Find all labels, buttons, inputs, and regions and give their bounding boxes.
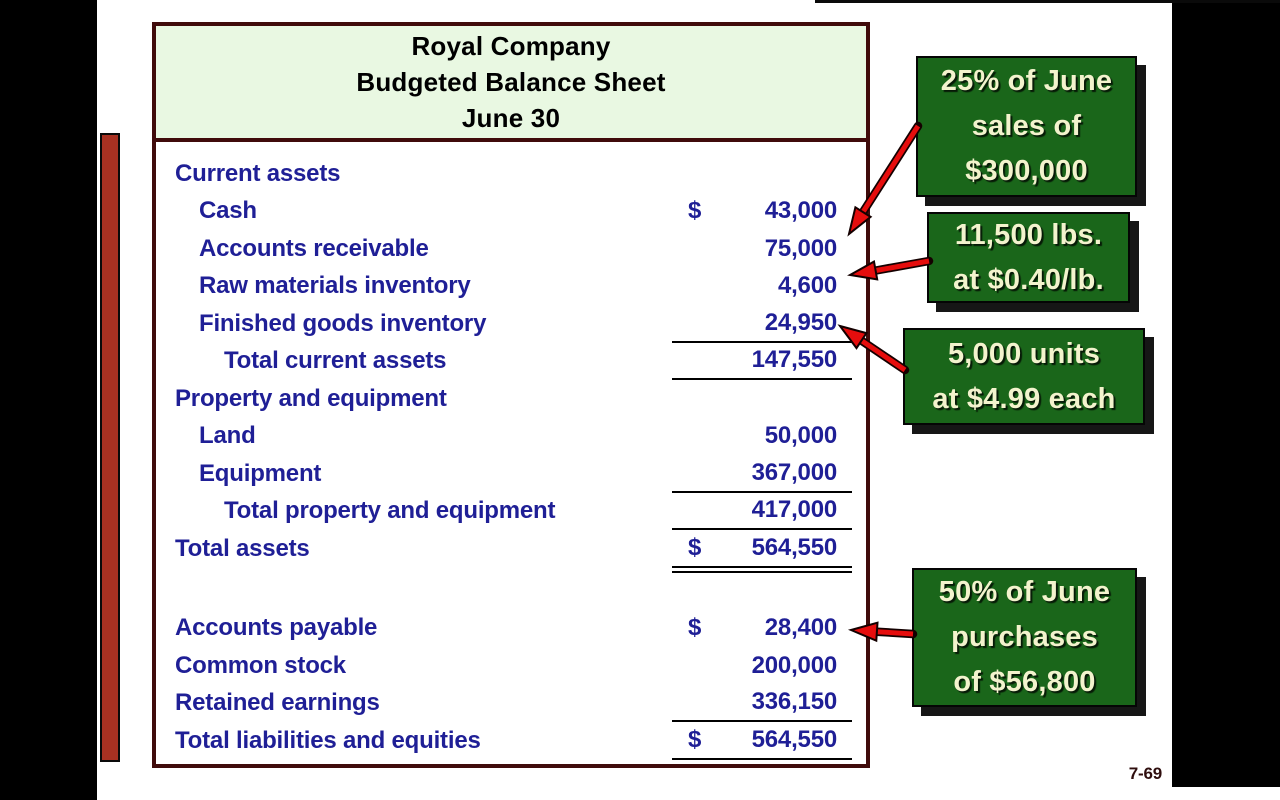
row-value: 564,550 (751, 533, 837, 561)
row-value: 50,000 (764, 422, 837, 450)
balance-sheet-row (156, 493, 866, 531)
balance-sheet-row (156, 305, 866, 343)
callout-line: purchases (951, 621, 1098, 653)
row-amount (672, 685, 852, 723)
row-label: Property and equipment (175, 384, 447, 412)
statement-name: Budgeted Balance Sheet (356, 67, 666, 97)
balance-sheet-row (156, 647, 866, 685)
company-name: Royal Company (411, 31, 611, 61)
annotation-callout (903, 328, 1145, 425)
row-value: 417,000 (751, 496, 837, 524)
row-value: 367,000 (751, 458, 837, 486)
currency-symbol: $ (688, 725, 702, 753)
row-label: Cash (199, 197, 257, 225)
currency-symbol: $ (688, 533, 702, 561)
row-value: 147,550 (751, 346, 837, 374)
row-amount (672, 418, 852, 456)
row-amount (672, 722, 852, 760)
callout-line: 25% of June (940, 65, 1113, 97)
row-amount (672, 268, 852, 306)
row-label: Equipment (199, 459, 322, 487)
row-label: Common stock (175, 651, 346, 679)
balance-sheet-header (156, 26, 866, 142)
row-label: Land (199, 422, 256, 450)
row-value: 336,150 (751, 688, 837, 716)
balance-sheet-body (156, 142, 866, 760)
red-accent-bar (100, 133, 120, 762)
balance-sheet-row (156, 610, 866, 648)
row-amount (672, 230, 852, 268)
balance-sheet-row (156, 455, 866, 493)
balance-sheet-row (156, 418, 866, 456)
row-amount (672, 530, 852, 568)
row-value: 4,600 (777, 272, 837, 300)
letterbox-left (0, 0, 97, 800)
row-spacer (156, 568, 866, 610)
callout-line: $300,000 (965, 155, 1088, 187)
currency-symbol: $ (688, 197, 702, 225)
row-amount (672, 193, 852, 231)
balance-sheet-row (156, 230, 866, 268)
annotation-callout (916, 56, 1137, 197)
balance-sheet-row (156, 685, 866, 723)
letterbox-right (1172, 0, 1280, 787)
row-label: Total current assets (224, 347, 447, 375)
callout-line: sales of (971, 110, 1082, 142)
row-amount (672, 155, 852, 193)
row-value: 43,000 (764, 197, 837, 225)
balance-sheet-row (156, 155, 866, 193)
row-amount (672, 380, 852, 418)
currency-symbol: $ (688, 614, 702, 642)
annotation-callout (912, 568, 1137, 707)
row-value: 28,400 (764, 614, 837, 642)
row-amount (672, 455, 852, 493)
slide-page-number: 7-69 (1128, 764, 1162, 783)
balance-sheet-row (156, 722, 866, 760)
row-label: Total assets (175, 534, 310, 562)
statement-date: June 30 (461, 103, 561, 133)
row-value: 564,550 (751, 725, 837, 753)
balance-sheet-row (156, 530, 866, 568)
row-label: Total liabilities and equities (175, 726, 481, 754)
callout-line: 5,000 units (947, 337, 1101, 370)
row-label: Raw materials inventory (199, 272, 471, 300)
row-value: 200,000 (751, 651, 837, 679)
row-label: Accounts payable (175, 614, 378, 642)
row-amount (672, 343, 852, 381)
row-amount (672, 647, 852, 685)
callout-line: at $4.99 each (932, 382, 1116, 415)
row-amount (672, 305, 852, 343)
row-amount (672, 493, 852, 531)
balance-sheet-row (156, 193, 866, 231)
row-label: Current assets (175, 159, 341, 187)
balance-sheet-row (156, 268, 866, 306)
callout-line: 11,500 lbs. (954, 218, 1103, 251)
callout-line: 50% of June (938, 576, 1111, 608)
balance-sheet-table (152, 22, 870, 768)
row-value: 24,950 (764, 308, 837, 336)
callout-line: at $0.40/lb. (953, 263, 1104, 296)
callout-line: of $56,800 (953, 666, 1096, 698)
letterbox-top-strip (815, 0, 1280, 3)
row-label: Finished goods inventory (199, 309, 487, 337)
annotation-callout (927, 212, 1130, 303)
row-label: Total property and equipment (224, 497, 556, 525)
row-value: 75,000 (764, 234, 837, 262)
row-label: Accounts receivable (199, 234, 429, 262)
row-label: Retained earnings (175, 689, 380, 717)
row-amount (672, 610, 852, 648)
balance-sheet-row (156, 380, 866, 418)
balance-sheet-row (156, 343, 866, 381)
